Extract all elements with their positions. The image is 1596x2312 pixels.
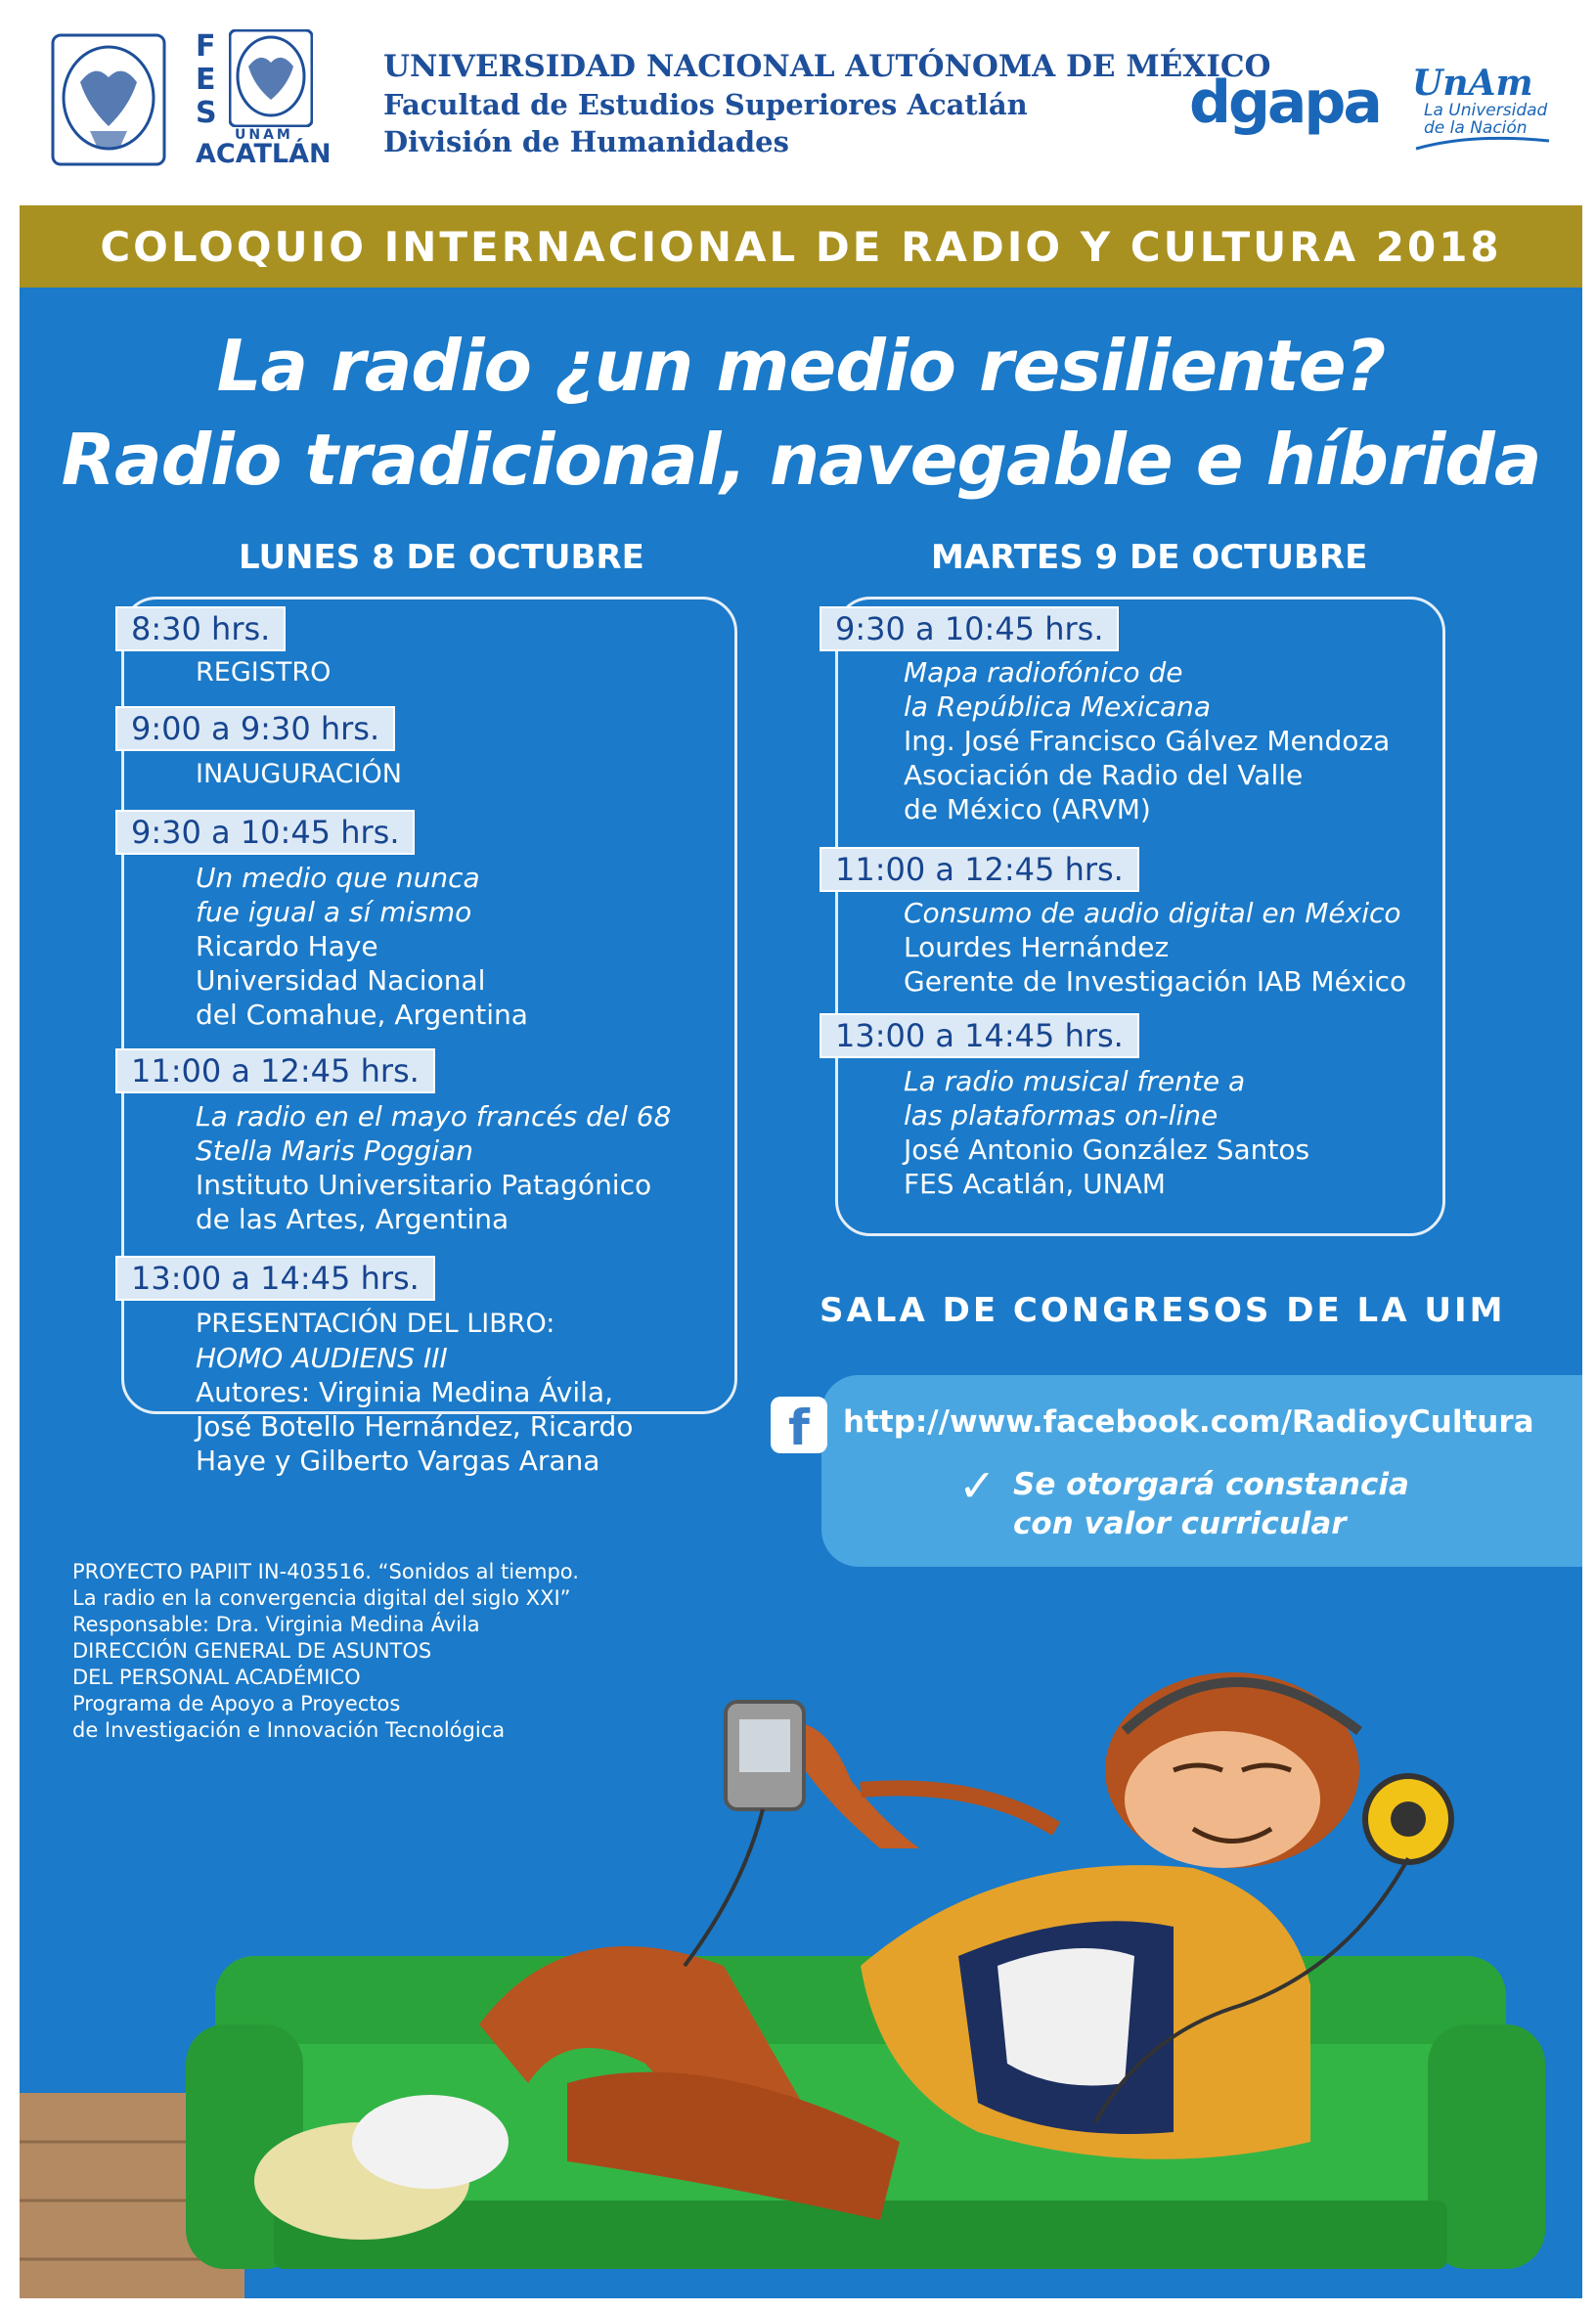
tuesday-slot-2-line-1: Consumo de audio digital en México (904, 897, 1401, 929)
check-icon: ✓ (958, 1459, 997, 1512)
fes-letter-s: S (196, 96, 217, 130)
poster (20, 205, 1582, 2298)
event-banner (20, 205, 1582, 288)
tuesday-slot-1-line-4: Asociación de Radio del Valle (904, 759, 1304, 791)
monday-slot-4-time: 11:00 a 12:45 hrs. (115, 1048, 435, 1093)
fes-acatlan-logo (196, 29, 332, 169)
monday-slot-4-line-3: Instituto Universitario Patagónico (196, 1169, 652, 1201)
tuesday-slot-2-line-3: Gerente de Investigación IAB México (904, 965, 1407, 998)
tuesday-slot-3-line-4: FES Acatlán, UNAM (904, 1168, 1166, 1200)
tuesday-slot-1-time: 9:30 a 10:45 hrs. (820, 606, 1119, 651)
certificate-line-2: con valor curricular (1013, 1506, 1347, 1541)
monday-slot-1-time: 8:30 hrs. (115, 606, 286, 651)
monkey-on-sofa-illustration (20, 1672, 1582, 2298)
monday-slot-4-line-4: de las Artes, Argentina (196, 1203, 510, 1235)
project-line-2: La radio en la convergencia digital del siglo XXI” (72, 1586, 571, 1610)
monday-heading: LUNES 8 DE OCTUBRE (239, 538, 644, 577)
monday-slot-3-line-1: Un medio que nunca (196, 862, 480, 894)
monday-slot-4-line-1: La radio en el mayo francés del 68 (196, 1100, 672, 1133)
unam-logo-wordmark: UnAm (1412, 63, 1533, 104)
tuesday-slot-3-time: 13:00 a 14:45 hrs. (820, 1013, 1139, 1058)
tuesday-slot-2-time: 11:00 a 12:45 hrs. (820, 847, 1139, 892)
tuesday-slot-3-line-1: La radio musical frente a (904, 1065, 1246, 1097)
monday-slot-5-line-1: PRESENTACIÓN DEL LIBRO: (196, 1309, 555, 1339)
event-banner-title: COLOQUIO INTERNACIONAL DE RADIO Y CULTURA 2018 (100, 223, 1502, 271)
project-line-1: PROYECTO PAPIIT IN-403516. “Sonidos al tiempo. (72, 1560, 579, 1583)
monday-slot-2-time: 9:00 a 9:30 hrs. (115, 706, 395, 751)
faculty-name: Facultad de Estudios Superiores Acatlán (383, 88, 1028, 121)
unam-seal-logo (51, 33, 166, 166)
tuesday-slot-1-line-1: Mapa radiofónico de (904, 656, 1183, 689)
monday-slot-5-line-4: José Botello Hernández, Ricardo (196, 1410, 634, 1443)
dgapa-logo: dgapa (1189, 68, 1380, 137)
tuesday-slot-1-line-5: de México (ARVM) (904, 793, 1151, 825)
monday-slot-5-line-5: Haye y Gilberto Vargas Arana (196, 1445, 600, 1477)
monday-slot-5-time: 13:00 a 14:45 hrs. (115, 1256, 435, 1301)
tuesday-slot-2-line-2: Lourdes Hernández (904, 931, 1170, 963)
main-title-line-2: Radio tradicional, navegable e híbrida (61, 419, 1541, 501)
tuesday-slot-3-line-2: las plataformas on-line (904, 1099, 1219, 1132)
institution-name: UNIVERSIDAD NACIONAL AUTÓNOMA DE MÉXICO (383, 49, 1271, 84)
project-line-6: Programa de Apoyo a Proyectos (72, 1692, 401, 1715)
unam-logo-tagline: La Universidad de la Nación (1424, 101, 1548, 138)
venue-label: SALA DE CONGRESOS DE LA UIM (820, 1291, 1506, 1330)
monday-slot-3-line-3: Ricardo Haye (196, 930, 378, 962)
monday-slot-3-time: 9:30 a 10:45 hrs. (115, 810, 415, 855)
tuesday-slot-1-line-3: Ing. José Francisco Gálvez Mendoza (904, 725, 1391, 757)
monday-slot-2-line-1: INAUGURACIÓN (196, 759, 403, 789)
project-line-4: DIRECCIÓN GENERAL DE ASUNTOS (72, 1639, 432, 1663)
monday-slot-4-line-2: Stella Maris Poggian (196, 1134, 473, 1167)
monday-slot-5-line-3: Autores: Virginia Medina Ávila, (196, 1376, 613, 1408)
project-line-7: de Investigación e Innovación Tecnológica (72, 1718, 506, 1742)
fes-letter-f: F (196, 29, 216, 64)
fes-letter-e: E (196, 63, 216, 97)
facebook-link[interactable]: http://www.facebook.com/RadioyCultura (843, 1404, 1534, 1440)
monday-slot-3-line-5: del Comahue, Argentina (196, 999, 528, 1031)
monday-slot-3-line-2: fue igual a sí mismo (196, 896, 472, 928)
monday-slot-5-line-2: HOMO AUDIENS III (196, 1342, 448, 1374)
monday-slot-3-line-4: Universidad Nacional (196, 964, 486, 997)
monday-slot-1-line-1: REGISTRO (196, 657, 332, 688)
project-line-5: DEL PERSONAL ACADÉMICO (72, 1666, 361, 1689)
tuesday-slot-3-line-3: José Antonio González Santos (904, 1134, 1310, 1166)
tuesday-heading: MARTES 9 DE OCTUBRE (931, 538, 1368, 577)
division-name: División de Humanidades (383, 125, 789, 158)
fes-acatlan-label: ACATLÁN (196, 139, 332, 169)
certificate-line-1: Se otorgará constancia (1013, 1467, 1409, 1502)
main-title-line-1: La radio ¿un medio resiliente? (216, 325, 1386, 407)
fes-unam-label: UNAM (235, 127, 293, 143)
facebook-icon[interactable]: f (771, 1397, 827, 1453)
tuesday-slot-1-line-2: la República Mexicana (904, 690, 1212, 723)
project-line-3: Responsable: Dra. Virginia Medina Ávila (72, 1613, 480, 1636)
